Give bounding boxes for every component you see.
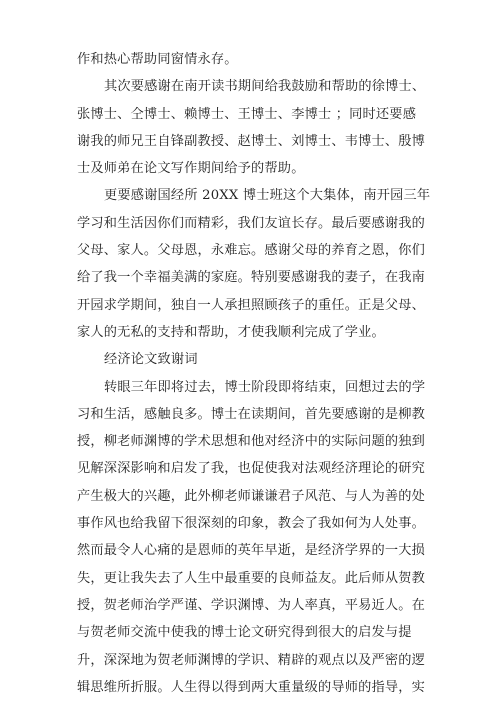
text-line: 其次要感谢在南开读书期间给我鼓励和帮助的徐博士、 (104, 79, 426, 95)
text-line: 辑思维所折服。人生得以得到两大重量级的导师的指导，实 (77, 679, 426, 695)
text-line: 见解深深影响和启发了我，也促使我对法观经济理论的研究 (77, 461, 426, 477)
text-line: 与贺老师交流中使我的博士论文研究得到很大的启发与提 (77, 625, 412, 641)
text-line: 更要感谢国经所 20XX 博士班这个大集体，南开园三年 (104, 188, 431, 204)
text-line: 失，更让我失去了人生中最重要的良师益友。此后师从贺教 (77, 570, 426, 586)
text-line: 作和热心帮助同窗情永存。 (77, 52, 238, 67)
text-line: 谢我的师兄王自锋副教授、赵博士、刘博士、韦博士、殷博 (77, 133, 426, 149)
text-line: 家人的无私的支持和帮助，才使我顺利完成了学业。 (77, 324, 385, 340)
text-line: 士及师弟在论文写作期间给予的帮助。 (77, 161, 305, 177)
document-page (77, 46, 437, 701)
text-line: 升，深深地为贺老师渊博的学识、精辟的观点以及严密的逻 (77, 652, 426, 668)
text-line: 给了我一个幸福美满的家庭。特别要感谢我的妻子，在我南 (77, 270, 426, 286)
text-line: 授，贺老师治学严谨、学识渊博、为人率真，平易近人。在 (77, 597, 426, 613)
text-line: 父母、家人。父母恩，永难忘。感谢父母的养育之恩，你们 (77, 243, 426, 259)
text-line: 事作风也给我留下很深刻的印象，教会了我如何为人处事。 (77, 516, 426, 532)
text-line: 产生极大的兴趣，此外柳老师谦谦君子风范、与人为善的处 (77, 488, 426, 504)
text-line: 张博士、仝博士、赖博士、王博士、李博士 ；同时还要感 (77, 106, 417, 122)
text-line: 开园求学期间，独自一人承担照顾孩子的重任。正是父母、 (77, 297, 426, 313)
text-line: 然而最令人心痛的是恩师的英年早逝，是经济学界的一大损 (77, 543, 426, 559)
text-line: 授，柳老师渊博的学术思想和他对经济中的实际问题的独到 (77, 434, 426, 450)
text-line: 转眼三年即将过去，博士阶段即将结束，回想过去的学 (104, 379, 426, 395)
text-line: 学习和生活因你们而精彩，我们友谊长存。最后要感谢我的 (77, 215, 426, 231)
text-line: 习和生活，感触良多。博士在读期间，首先要感谢的是柳教 (77, 406, 426, 422)
section-heading: 经济论文致谢词 (104, 352, 198, 368)
